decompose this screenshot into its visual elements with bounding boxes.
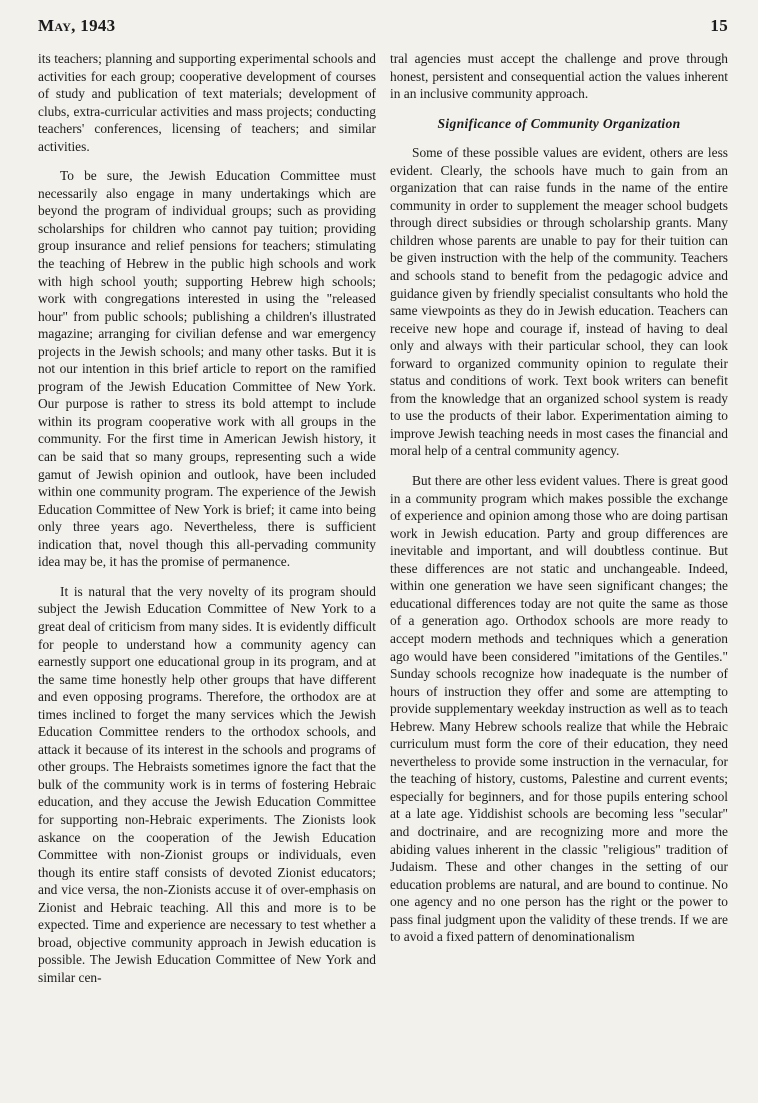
issue-date: May, 1943 bbox=[38, 16, 116, 35]
section-heading: Significance of Community Organization bbox=[437, 115, 681, 131]
paragraph: But there are other less evident values. There is great good in a community program which makes possible the exchange of experience and opinion among those who are doing partisan work in Jewish education. Party and group differences are inevitable and important, and will doubtless continue. But these differences are not static and unchangeable. Indeed, within one generation we have seen significant changes; the educational differences today are not quite the same as those of a generation ago. Orthodox schools are more ready to accept modern methods and techniques which a generation ago would have been considered "imitations of the Gentiles." Sunday schools recognize how inadequate is the number of hours of instruction they offer and some are attempting to provide supplementary weekday instruction as well as to teach Hebrew. Many Hebrew schools realize that while the Hebraic curriculum must form the core of their education, they need nevertheless to provide some instruction in the vernacular, for the teaching of history, customs, Palestine and current events; especially for beginners, and for those pupils entering school at a late age. Yiddishist schools are becoming less "secular" and doctrinaire, and are recognizing more and more the abiding values inherent in the classic "religious" tradition of Judaism. These and other changes in the setting of our education problems are natural, and are bound to continue. No one agency and no one person has the right or the power to pass final judgment upon the validity of these trends. If we are to avoid a fixed pattern of denominationalism bbox=[390, 473, 728, 945]
paragraph: Some of these possible values are evident, others are less evident. Clearly, the schools have much to gain from an organization that can raise funds in the name of the entire community in order to supplement the meager school budgets through direct subsidies or through scholarship grants. Many children whose parents are unable to pay for their tuition can be given instruction with the help of the community. Teachers and schools stand to benefit from the pedagogic advice and guidance given by friendly specialist consultants who hold the same viewpoints as they do in Jewish education. Teachers can receive new hope and courage if, instead of having to deal only and always with their particular school, they can look forward to organized community opinion to regulate their status and conditions of work. Text book writers can benefit from the knowledge that an organized school system is ready to use the products of their labor. Experimentation aiming to improve Jewish teaching needs in most cases the financial and moral help of a central community agency. bbox=[390, 145, 728, 459]
paragraph: It is natural that the very novelty of its program should subject the Jewish Education Committee of New York to a great deal of criticism from many sides. It is evidently difficult for people to understand how a community agency can earnestly support one educational group in its program, and at the same time honestly help other groups that have different and even opposing programs. Therefore, the orthodox are at times inclined to forget the many services which the Jewish Education Committee renders to the orthodox schools, and attack it because of its interest in the schools and programs of other groups. The Hebraists sometimes ignore the fact that the bulk of the community work is in terms of fostering Hebraic education, and they accuse the Jewish Education Committee for supporting non-Hebraic experiments. The Zionists look askance on the cooperation of the Jewish Education Committee with non-Zionist groups or individuals, even though its entire staff consists of devoted Zionist educators; and vice versa, the non-Zionists accuse it of over-emphasis on Zionist and Hebraic teaching. All this and more is to be expected. Time and experience are necessary to test whether a broad, objective community approach in Jewish education is possible. The Jewish Education Committee of New York and similar cen- bbox=[38, 583, 376, 985]
paragraph: To be sure, the Jewish Education Committee must necessarily also engage in many undertakings which are beyond the program of individual groups; such as providing scholarships for children who cannot pay tuition; providing group insurance and relief pensions for teachers; stimulating the teaching of Hebrew in the public high schools and work with high school youth; supporting Hebrew high schools; work with congregations interested in using the "released hour" from public schools; publishing a children's illustrated magazine; arranging for civilian defense and war emergency projects in the Jewish schools; and many other tasks. But it is not our intention in this brief article to report on the ramified program of the Jewish Education Committee of New York. Our purpose is rather to stress its bold attempt to include within its program cooperative work with all groups in the community. For the first time in American Jewish history, it can be said that so many groups, representing such a wide gamut of Jewish opinion and outlook, have been included within one community program. The experience of the Jewish Education Committee of New York is brief; it came into being only three years ago. Nevertheless, there is sufficient indication that, novel though this all-pervading community idea may be, it has the promise of permanence. bbox=[38, 168, 376, 570]
right-column bbox=[390, 50, 728, 986]
left-column bbox=[38, 50, 376, 986]
article-body bbox=[38, 50, 728, 986]
paragraph-continuation: its teachers; planning and supporting experimental schools and activities for each group; cooperative development of courses of study and publication of text materials; development of clubs, extra-curricular activities and mass projects; conducting teachers' conferences, licensing of teachers; and similar activities. bbox=[38, 51, 376, 154]
running-head bbox=[38, 16, 728, 46]
page-number: 15 bbox=[710, 16, 728, 35]
paragraph-continuation: tral agencies must accept the challenge and prove through honest, persistent and consequential action the values inherent in an inclusive community approach. bbox=[390, 51, 728, 102]
